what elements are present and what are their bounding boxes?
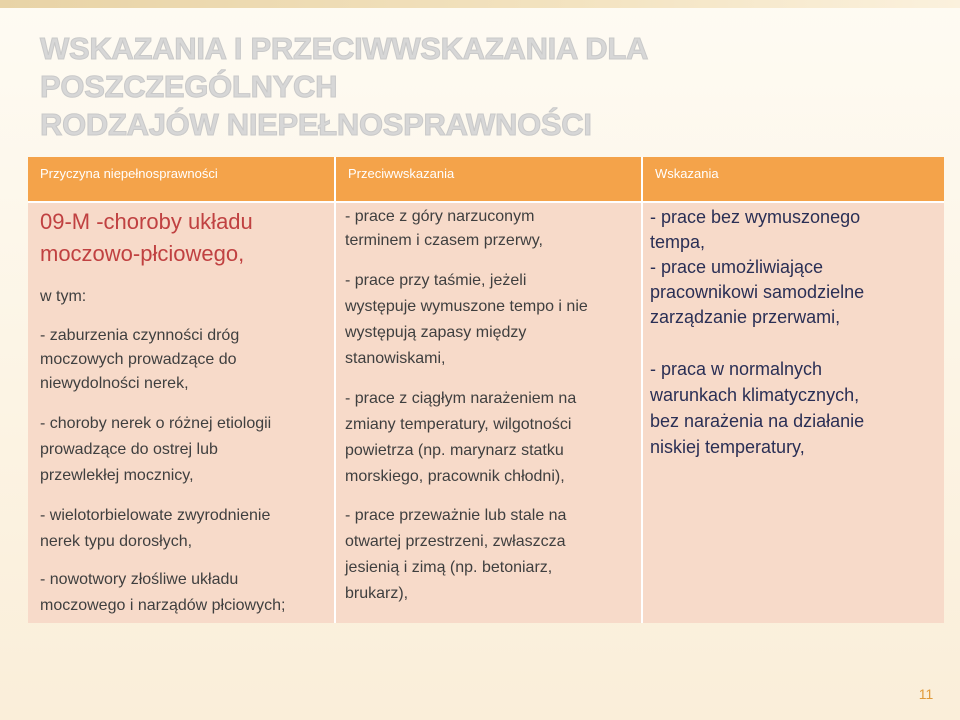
- ind-item-1-line-1: - prace bez wymuszonego: [650, 207, 861, 227]
- ind-item-1-line-4: pracownikowi samodzielne: [650, 282, 865, 302]
- contra-item-4-line-4: brukarz),: [345, 585, 409, 602]
- slide-title: [40, 30, 920, 144]
- contra-item-2-line-2: występuje wymuszone tempo i nie: [345, 298, 588, 315]
- contra-item-2-line-1: - prace przy taśmie, jeżeli: [345, 272, 527, 289]
- slide-title-line-1: WSKAZANIA I PRZECIWWSKAZANIA DLA POSZCZEGÓLNYCH: [40, 31, 647, 104]
- top-decorative-stripe: [0, 0, 960, 8]
- header-cause: Przyczyna niepełnosprawności: [40, 166, 218, 181]
- table-body-row: [28, 203, 944, 623]
- cause-title-line-1: 09-M -choroby układu: [40, 209, 253, 234]
- contra-item-4-line-2: otwartej przestrzeni, zwłaszcza: [345, 533, 566, 550]
- contra-item-3-line-3: powietrza (np. marynarz statku: [345, 442, 564, 459]
- contra-item-1-line-2: terminem i czasem przerwy,: [345, 232, 543, 249]
- cause-item-2-line-2: prowadzące do ostrej lub: [40, 441, 218, 458]
- cause-item-1-line-2: moczowych prowadzące do: [40, 351, 237, 368]
- cause-item-3-line-2: nerek typu dorosłych,: [40, 533, 193, 550]
- contra-item-4-line-3: jesienią i zimą (np. betoniarz,: [345, 559, 553, 576]
- table-header-row: [28, 157, 944, 204]
- header-indications: Wskazania: [641, 157, 944, 201]
- cell-cause: [28, 203, 334, 623]
- cell-indications: [641, 203, 944, 623]
- cell-contraindications: [334, 203, 641, 623]
- ind-item-2-line-2: warunkach klimatycznych,: [650, 385, 860, 405]
- cause-title-line-2: moczowo-płciowego,: [40, 241, 245, 266]
- header-contraindications: Przeciwwskazania: [334, 157, 641, 201]
- cause-item-4-line-2: moczowego i narządów płciowych;: [40, 597, 286, 614]
- cause-item-3-line-1: - wielotorbielowate zwyrodnienie: [40, 507, 271, 524]
- ind-item-2-line-3: bez narażenia na działanie: [650, 411, 865, 431]
- page-number: 11: [918, 686, 934, 702]
- cause-item-2-line-1: - choroby nerek o różnej etiologii: [40, 415, 272, 432]
- contra-item-3-line-2: zmiany temperatury, wilgotności: [345, 416, 572, 433]
- cause-item-4-line-1: - nowotwory złośliwe układu: [40, 571, 239, 588]
- ind-item-1-line-3: - prace umożliwiające: [650, 257, 824, 277]
- ind-item-2-line-4: niskiej temperatury,: [650, 437, 805, 457]
- contra-item-2-line-3: występują zapasy między: [345, 324, 527, 341]
- contra-item-2-line-4: stanowiskami,: [345, 350, 446, 367]
- ind-item-1-line-5: zarządzanie przerwami,: [650, 307, 841, 327]
- cause-item-2-line-3: przewlekłej mocznicy,: [40, 467, 194, 484]
- cause-item-1-line-3: niewydolności nerek,: [40, 375, 189, 392]
- ind-item-2-line-1: - praca w normalnych: [650, 359, 823, 379]
- contra-item-3-line-1: - prace z ciągłym narażeniem na: [345, 390, 577, 407]
- contra-item-1-line-1: - prace z góry narzuconym: [345, 208, 535, 225]
- cause-subtitle: w tym:: [40, 288, 87, 305]
- contra-item-3-line-4: morskiego, pracownik chłodni),: [345, 468, 565, 485]
- ind-item-1-line-2: tempa,: [650, 232, 706, 252]
- slide-title-line-2: RODZAJÓW NIEPEŁNOSPRAWNOŚCI: [40, 107, 592, 142]
- cause-item-1-line-1: - zaburzenia czynności dróg: [40, 327, 240, 344]
- contra-item-4-line-1: - prace przeważnie lub stale na: [345, 507, 567, 524]
